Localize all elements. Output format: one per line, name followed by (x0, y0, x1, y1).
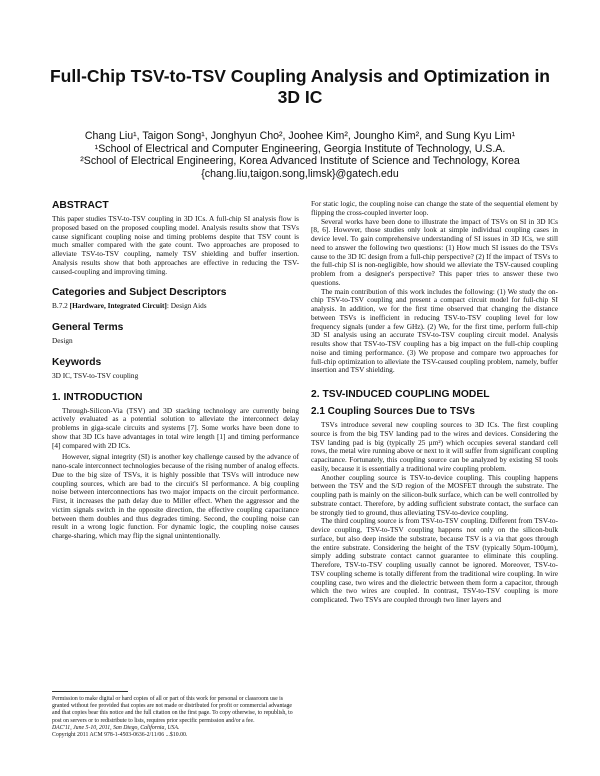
left-column (52, 200, 299, 541)
categories-code: B.7.2 (52, 301, 68, 311)
conference-line: DAC'11, June 5-10, 2011, San Diego, California, USA. (52, 724, 180, 731)
right-paragraph-1: For static logic, the coupling noise can change the state of the sequential element by flipping the cross-coupled inverter loop. (311, 199, 558, 217)
introduction-paragraph-2: However, signal integrity (SI) is another key challenge caused by the advance of nano-scale interconnect technologies because of the rising number of analog effects. Due to the big size of TSVs, it is highly possible that TSVs will introduce new coupling sources, which are bad to the circuit's SI performance. A big coupling noise between interconnections has two major impacts on the circuit performance. First, it increases the path delay due to Miller effect. When the aggressor and the victim signals switch in the opposite direction, the effective coupling capacitance between them doubles and thus degrades timing. Second, the coupling noise can result in a wrong logic function. For dynamic logic, the coupling noise causes charge-sharing, which may flip the signal unintentionally. (52, 452, 299, 540)
section-2-paragraph-1: TSVs introduce several new coupling sources to 3D ICs. The first coupling source is from the big TSV landing pad to the wires and devices. Considering the TSV landing pad is big (typically 25 µm²) which occupies several standard cell rows, the metal wire running above or next to it will suffer from significant coupling capacitance. Fortunately, this coupling source can be analyzed by existing SI tools easily, because it is essentially a traditional wire coupling problem. (311, 420, 558, 473)
permission-notice: Permission to make digital or hard copies of all or part of this work for personal or classroom use is granted without fee provided that copies are not made or distributed for profit or commercial advantage and that copies bear this notice and the full citation on the first page. To copy otherwise, to republish, to post on servers or to redistribute to lists, requires prior specific permission and/or a fee. (52, 696, 293, 724)
categories-heading: Categories and Subject Descriptors (52, 287, 227, 299)
affiliation-1: ¹School of Electrical and Computer Engineering, Georgia Institute of Technology, U.S.A. (94, 142, 506, 155)
right-paragraph-2: Several works have been done to illustrate the impact of TSVs on SI in 3D ICs [8, 6]. However, those studies only look at simple individual coupling cases in device level. To gain comprehensive understanding of SI issues in 3D ICs, we still need to answer the following two questions: (1) How much SI issues do the TSVs cause to the 3D IC design from a full-chip perspective? (2) If the impact of TSVs to the full-chip SI is non-negligible, how should we alleviate the TSV-caused coupling problem from a designer's perspective? This paper tries to answer these two questions. (311, 216, 558, 287)
introduction-heading: 1. INTRODUCTION (52, 391, 143, 403)
abstract-text: This paper studies TSV-to-TSV coupling in 3D ICs. A full-chip SI analysis flow is proposed based on the proposed coupling model. Analysis results show that TSVs cause significant coupling noise and timing problems despite that TSV count is much smaller compared with the gate count. Two approaches are proposed to alleviate TSV-to-TSV coupling, namely TSV shielding and buffer insertion. Analysis results show that both approaches are effective in reducing the TSV-caused-coupling and improving timing. (52, 214, 299, 276)
keywords-heading: Keywords (52, 356, 102, 368)
keywords-text: 3D IC, TSV-to-TSV coupling (52, 370, 139, 380)
introduction-paragraph-1: Through-Silicon-Via (TSV) and 3D stacking technology are currently being actively evaluated as a potential solution to alleviate the interconnect delay problems in giga-scale circuits and systems [7]. Some works have been done to show that 3D ICs have advantages in total wire length [1] and timing performance [4] compared with 2D ICs. (52, 405, 299, 450)
affiliation-2: ²School of Electrical Engineering, Korea Advanced Institute of Science and Technology, Korea (80, 155, 520, 168)
abstract-heading: ABSTRACT (52, 200, 109, 211)
author-block (30, 130, 570, 180)
copyright-line: Copyright 2011 ACM 978-1-4503-0636-2/11/06 ...$10.00. (52, 732, 188, 739)
footnote-divider (52, 691, 128, 692)
author-list: Chang Liu¹, Taigon Song¹, Jonghyun Cho², Joohee Kim², Joungho Kim², and Sung Kyu Lim¹ (84, 130, 516, 142)
author-emails: {chang.liu,taigon.song,limsk}@gatech.edu (201, 167, 399, 180)
right-paragraph-3: The main contribution of this work includes the following: (1) We study the on-chip TSV-to-TSV coupling and present a compact circuit model for full-chip SI analysis. In addition, we for the first time observed that changing the distance between TSVs is inefficient in reducing TSV-to-TSV coupling level for low frequency signals (under a few GHz). (2) We, for the first time, perform full-chip 3D SI analysis using an accurate TSV-to-TSV coupling circuit model. Analysis results show that TSV-to-TSV coupling has a big impact on the full-chip coupling noise and timing performance. (3) We propose and compare two approaches for full-chip optimization to alleviate the TSV-caused coupling problem, namely, buffer insertion and TSV shielding. (311, 286, 558, 375)
section-2-1-heading: 2.1 Coupling Sources Due to TSVs (311, 406, 475, 417)
section-2-paragraph-3: The third coupling source is from TSV-to-TSV coupling. Different from TSV-to-device coupling, TSV-to-TSV coupling happens not only on the silicon-bulk surface, but also deep inside the substrate, because TSV is a via that goes through the entire substrate. Considering the height of the TSV (typically 50µm-100µm), simply adding substrate contact cannot guarantee to eliminate this coupling. Therefore, TSV-to-TSV coupling usually cannot be ignored. Moreover, TSV-to-TSV coupling scheme is totally different from the traditional wire coupling. In wire coupling case, two wires and the dielectric between them form a capacitor, through which the two wires are coupled. In contrast, TSV-to-TSV coupling is more complicated. Two TSVs are coupled through two liner layers and (311, 516, 558, 604)
section-2-paragraph-2: Another coupling source is TSV-to-device coupling. This coupling happens between the TSV and the S/D region of the MOSFET through the substrate. The coupling path is mainly on the silicon-bulk surface, which can be well controlled by substrate contact. Therefore, by adding sufficient substrate contact, the surface can be strongly tied to ground, thus alleviating TSV-to-device coupling. (311, 472, 558, 517)
copyright-footnote (52, 696, 299, 739)
paper-title: Full-Chip TSV-to-TSV Coupling Analysis and Optimization in 3D IC (49, 66, 551, 107)
general-terms-heading: General Terms (52, 322, 124, 333)
categories-suffix: : Design Aids (166, 301, 207, 311)
categories-text (52, 302, 299, 311)
section-2-heading: 2. TSV-INDUCED COUPLING MODEL (311, 389, 490, 400)
right-column (311, 200, 558, 605)
categories-descriptor: [Hardware, Integrated Circuit] (69, 301, 167, 311)
general-terms-text: Design (52, 336, 73, 345)
